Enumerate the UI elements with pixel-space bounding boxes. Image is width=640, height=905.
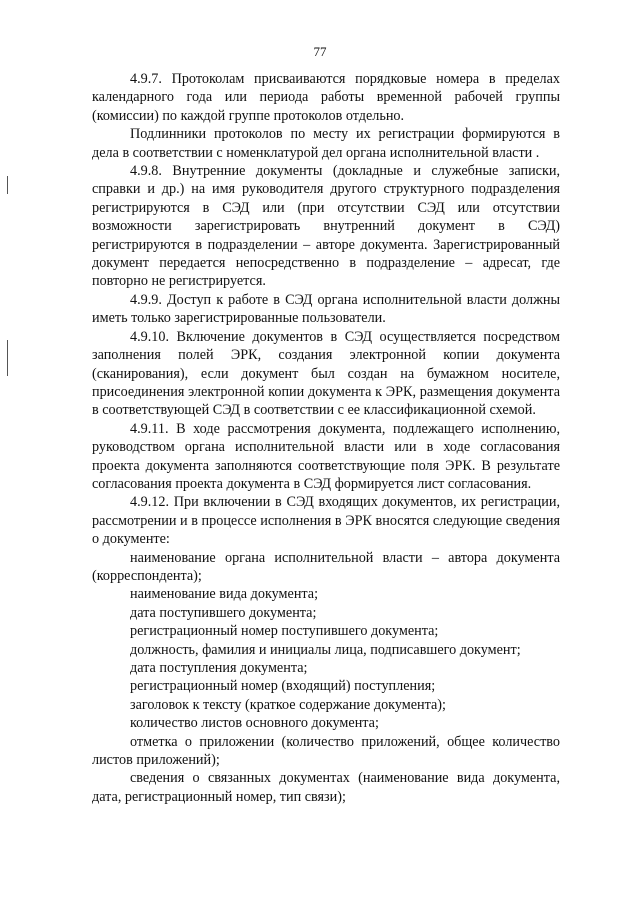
list-item: отметка о приложении (количество приложений, общее количество листов приложений); <box>92 733 560 769</box>
list-item: количество листов основного документа; <box>130 715 379 732</box>
paragraph-4-9-11: 4.9.11. В ходе рассмотрения документа, подлежащего исполнению, руководством органа исполнительной власти или в ходе согласования проекта документа заполняются соответствующие поля ЭРК. В результате согласования проекта документа в СЭД формируется лист согласования. <box>92 420 560 492</box>
list-item: регистрационный номер (входящий) поступления; <box>130 678 436 695</box>
list-item: дата поступления документа; <box>130 660 308 676</box>
paragraph-4-9-8: 4.9.8. Внутренние документы (докладные и служебные записки, справки и др.) на имя руководителя другого структурного подразделения регистрируются в СЭД или (при отсутствии СЭД или отсутствии возможности зарегистрировать внутренний документ в СЭД) регистрируются в подразделении – авторе документа. Зарегистрированный документ передается непосредственно в подразделение – адресат, где повторно не регистрируется. <box>92 163 560 290</box>
paragraph-4-9-9: 4.9.9. Доступ к работе в СЭД органа исполнительной власти должны иметь только зарегистрированные пользователи. <box>92 291 560 327</box>
list-item: регистрационный номер поступившего документа; <box>130 623 439 640</box>
margin-mark <box>7 340 8 376</box>
paragraph-4-9-7: 4.9.7. Протоколам присваиваются порядковые номера в пределах календарного года или периода работы временной рабочей группы (комиссии) по каждой группе протоколов отдельно. <box>92 71 560 124</box>
paragraph-4-9-12: 4.9.12. При включении в СЭД входящих документов, их регистрации, рассмотрении и в процессе исполнения в ЭРК вносятся следующие сведения о документе: <box>92 494 560 548</box>
list-item: сведения о связанных документах (наименование вида документа, дата, регистрационный номер, тип связи); <box>92 770 560 805</box>
margin-mark <box>7 176 8 194</box>
list-item: наименование органа исполнительной власти – автора документа (корреспондента); <box>92 549 560 584</box>
document-body <box>92 70 560 806</box>
list-item: наименование вида документа; <box>130 586 319 603</box>
list-item: должность, фамилия и инициалы лица, подписавшего документ; <box>130 641 521 658</box>
paragraph-4-9-10: 4.9.10. Включение документов в СЭД осуществляется посредством заполнения полей ЭРК, создания электронной копии документа (сканирования), если документ был создан на бумажном носителе, присоединения электронной копии документа к ЭРК, размещения документа в соответствующей СЭД в соответствии с ее классификационной схемой. <box>92 328 560 419</box>
paragraph-originals: Подлинники протоколов по месту их регистрации формируются в дела в соответствии с номенклатурой дел органа исполнительной власти . <box>92 126 560 161</box>
page-number: 77 <box>313 44 327 59</box>
list-item: дата поступившего документа; <box>130 604 317 621</box>
list-item: заголовок к тексту (краткое содержание документа); <box>130 696 446 713</box>
